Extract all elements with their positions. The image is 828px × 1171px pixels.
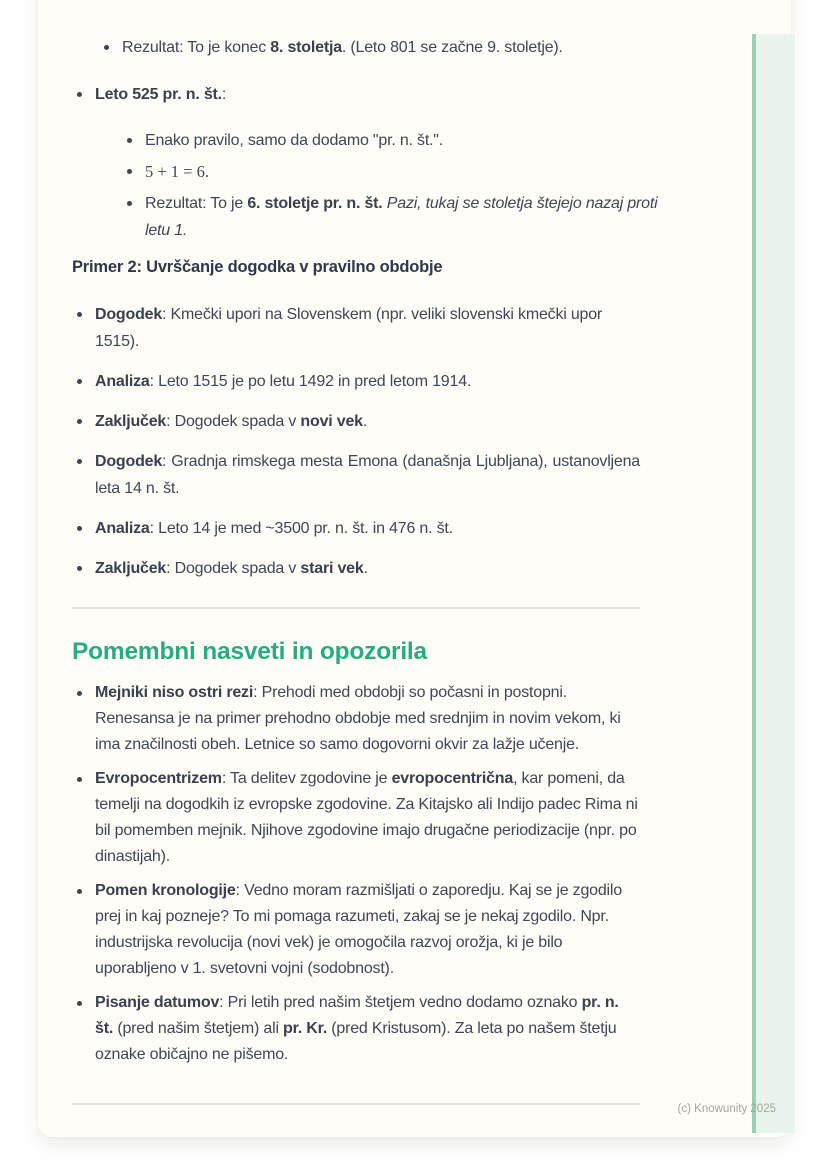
advice-list <box>72 680 640 1068</box>
list-item <box>72 368 640 395</box>
top-sub-list-carryover <box>99 34 640 61</box>
bold-text-run: pr. Kr. <box>283 1020 327 1037</box>
list-item <box>72 990 640 1068</box>
list-item <box>99 34 640 61</box>
bold-text-run: Evropocentrizem <box>95 770 222 787</box>
section-heading: Pomembni nasveti in opozorila <box>72 638 427 665</box>
list-item <box>72 680 640 758</box>
text-run: : Pri letih pred našim štetjem vedno dodamo oznako <box>219 994 582 1011</box>
text-run: : Leto 14 je med ~3500 pr. n. št. in 476 n. št. <box>149 520 453 537</box>
bold-text-run: Zaključek <box>95 560 167 577</box>
bold-text-run: Mejniki niso ostri rezi <box>95 684 254 701</box>
bold-text-run: evropocentrična <box>391 770 514 787</box>
math-expression: 5 + 1 = 6. <box>145 162 209 181</box>
text-run: : <box>221 86 227 103</box>
list-item <box>72 878 640 982</box>
text-run: . (Leto 801 se začne 9. stoletje). <box>341 39 563 56</box>
text-run: : Kmečki upori na Slovenskem (npr. veliki slovenski kmečki upor 1515). <box>95 306 603 350</box>
text-run: : Vedno moram razmišljati o zaporedju. Kaj se je zgodilo prej in kaj pozneje? To mi pomaga razumeti, zakaj se je nekaj zgodilo. Npr. industrijska revolucija (novi vek) je omogočila razvoj orožja, ki je bilo uporabljeno v 1. svetovni vojni (sodobnost). <box>95 882 622 977</box>
bold-text-run: Pomen kronologije <box>95 882 236 899</box>
copyright-notice: (c) Knowunity 2025 <box>677 1103 776 1115</box>
list-item <box>122 127 663 154</box>
subsection-heading: Primer 2: Uvrščanje dogodka v pravilno obdobje <box>72 258 443 276</box>
top-nested-list <box>122 127 663 244</box>
list-item <box>72 448 640 502</box>
text-run: Enako pravilo, samo da dodamo "pr. n. št.". <box>145 132 444 149</box>
bold-text-run: Analiza <box>95 373 150 390</box>
bold-text-run: Dogodek <box>95 453 163 470</box>
section-divider <box>72 1103 640 1105</box>
list-item <box>72 301 640 355</box>
text-run: Rezultat: To je <box>145 195 248 212</box>
top-main-list <box>72 81 658 244</box>
text-run: : Prehodi med obdobji so počasni in postopni. Renesansa je na primer prehodno obdobje med srednjim in novim vekom, ki ima značilnosti obeh. Letnice so samo dogovorni okvir za lažje učenje. <box>95 684 621 753</box>
text-run: : Leto 1515 je po letu 1492 in pred letom 1914. <box>149 373 472 390</box>
bold-text-run: pr. n. št. <box>95 994 619 1037</box>
bold-text-run: Dogodek <box>95 306 163 323</box>
text-run: . <box>362 413 368 430</box>
list-item <box>72 408 640 435</box>
page-accent-bar <box>752 34 795 1133</box>
text-run: , kar pomeni, da temelji na dogodkih iz evropske zgodovine. Za Kitajsko ali Indijo padec Rima ni bil pomemben mejnik. Njihove zgodovine imajo drugačne periodizacije (npr. po dinastijah). <box>95 770 638 865</box>
bold-text-run: Zaključek <box>95 413 167 430</box>
text-run: (pred Kristusom). Za leta po našem štetju oznake običajno ne pišemo. <box>95 1020 617 1063</box>
bold-text-run: stari vek <box>300 560 364 577</box>
section-divider <box>72 607 640 609</box>
text-run: . <box>363 560 368 577</box>
text-run: Rezultat: To je konec <box>122 39 271 56</box>
bold-text-run: 8. stoletja <box>270 39 342 56</box>
bold-text-run: 6. stoletje pr. n. št. <box>247 195 383 212</box>
list-item <box>72 766 640 870</box>
bold-text-run: novi vek <box>300 413 363 430</box>
list-item <box>72 81 658 244</box>
list-item <box>72 515 640 542</box>
bold-text-run: Leto 525 pr. n. št. <box>95 86 222 103</box>
italic-text-run: Pazi, tukaj se stoletja štejejo nazaj proti letu 1. <box>145 195 658 239</box>
bold-text-run: Analiza <box>95 520 150 537</box>
list-item <box>72 555 640 582</box>
text-run: : Dogodek spada v <box>166 413 301 430</box>
text-run: (pred našim štetjem) ali <box>113 1020 284 1037</box>
primer2-list <box>72 301 640 582</box>
text-run: : Ta delitev zgodovine je <box>221 770 392 787</box>
text-run: : Dogodek spada v <box>166 560 301 577</box>
text-run: : Gradnja rimskega mesta Emona (današnja Ljubljana), ustanovljena leta 14 n. št. <box>95 453 640 497</box>
list-item <box>122 190 663 244</box>
list-item <box>122 158 663 186</box>
bold-text-run: Pisanje datumov <box>95 994 220 1011</box>
